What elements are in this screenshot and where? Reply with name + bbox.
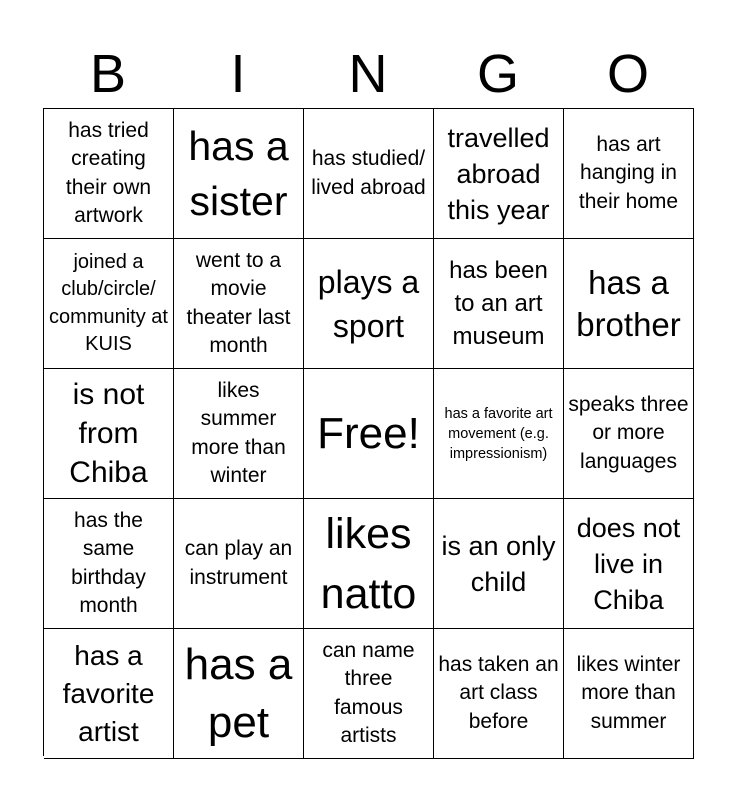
cell-text: has a brother [576,263,681,343]
bingo-cell[interactable] [174,369,304,499]
bingo-cell[interactable] [304,109,434,239]
bingo-cell[interactable] [174,499,304,629]
bingo-cell[interactable] [434,369,564,499]
bingo-cell[interactable] [44,369,174,499]
cell-text: joined a club/circle/ community at KUIS [49,250,168,355]
cell-text: does not live in Chiba [576,512,681,615]
bingo-board [43,108,694,756]
cell-text: has a pet [184,639,293,747]
cell-text: has a favorite art movement (e.g. impressionism) [444,405,553,462]
cell-text: has studied/ lived abroad [311,147,426,199]
cell-text: speaks three or more languages [568,392,689,473]
bingo-cell[interactable] [434,629,564,759]
cell-text: is an only child [441,530,556,597]
bingo-cell[interactable] [174,109,304,239]
bingo-cell[interactable] [434,109,564,239]
cell-text: Free! [317,408,420,458]
cell-text: can name three famous artists [322,638,415,747]
cell-text: went to a movie theater last month [186,248,291,357]
cell-text: travelled abroad this year [447,122,550,225]
bingo-cell[interactable] [304,499,434,629]
header-letter-o: O [606,44,649,104]
cell-text: has a sister [188,122,289,224]
cell-text: can play an instrument [184,537,293,589]
cell-text: likes natto [320,509,417,618]
bingo-cell[interactable] [434,239,564,369]
bingo-cell[interactable] [564,629,694,759]
cell-text: is not from Chiba [69,378,148,489]
bingo-cell[interactable] [304,239,434,369]
free-space-cell[interactable] [304,369,434,499]
bingo-cell[interactable] [564,109,694,239]
cell-text: plays a sport [317,263,420,344]
header-letter-g: G [476,44,519,104]
bingo-cell[interactable] [174,239,304,369]
bingo-cell[interactable] [44,499,174,629]
bingo-cell[interactable] [564,499,694,629]
cell-text: has art hanging in their home [578,132,679,213]
bingo-cell[interactable] [44,629,174,759]
bingo-cell[interactable] [564,239,694,369]
bingo-cell[interactable] [304,629,434,759]
cell-text: has tried creating their own artwork [65,118,152,227]
header-letter-i: I [230,44,246,104]
bingo-cell[interactable] [44,239,174,369]
bingo-cell[interactable] [564,369,694,499]
bingo-cell[interactable] [434,499,564,629]
cell-text: has a favorite artist [62,639,155,747]
bingo-cell[interactable] [44,109,174,239]
cell-text: likes summer more than winter [191,378,286,487]
bingo-header [43,40,693,108]
bingo-cell[interactable] [174,629,304,759]
cell-text: likes winter more than summer [576,652,681,733]
cell-text: has taken an art class before [438,652,559,733]
header-letter-b: B [89,44,127,104]
cell-text: has the same birthday month [71,508,146,617]
header-letter-n: N [348,44,388,104]
cell-text: has been to an art museum [449,257,548,350]
